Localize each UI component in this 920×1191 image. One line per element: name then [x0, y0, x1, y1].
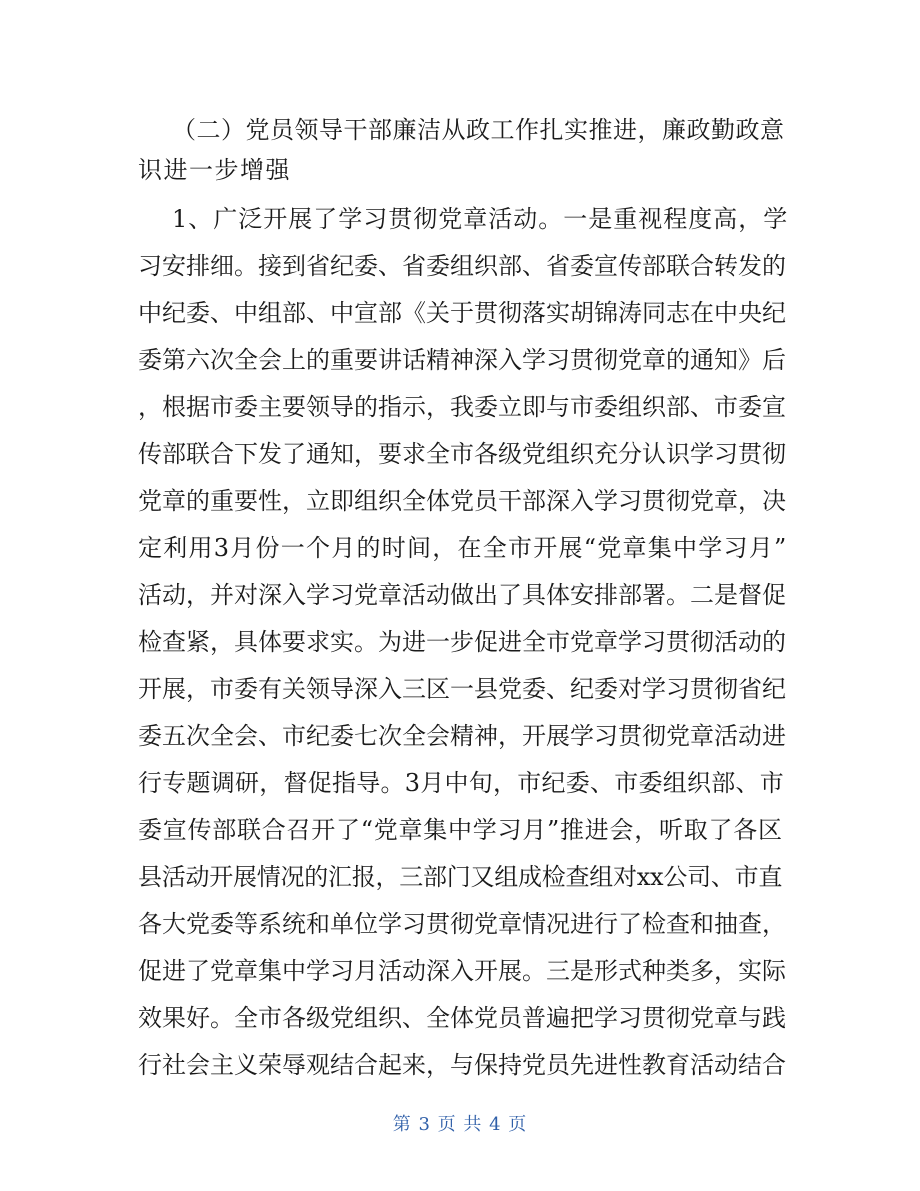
paragraph-line: 效果好。全市各级党组织、全体党员普遍把学习贯彻党章与践 [138, 1004, 786, 1032]
paragraph-line: 党章的重要性，立即组织全体党员干部深入学习贯彻党章，决 [138, 487, 786, 515]
paragraph-line: 行专题调研，督促指导。3月中旬，市纪委、市委组织部、市 [138, 769, 785, 797]
paragraph-line: 开展，市委有关领导深入三区一县党委、纪委对学习贯彻省纪 [138, 675, 786, 703]
page-number-label: 第 3 页 共 4 页 [392, 1114, 528, 1135]
paragraph-line: 行社会主义荣辱观结合起来，与保持党员先进性教育活动结合 [138, 1051, 786, 1079]
paragraph-line: 检查紧，具体要求实。为进一步促进全市党章学习贯彻活动的 [138, 628, 786, 656]
paragraph-line: 活动，并对深入学习党章活动做出了具体安排部署。二是督促 [138, 581, 786, 609]
paragraph-line: 定利用3月份一个月的时间，在全市开展“党章集中学习月” [138, 534, 788, 562]
paragraph-line: 1、广泛开展了学习贯彻党章活动。一是重视程度高，学 [172, 205, 789, 233]
paragraph-line: 委第六次全会上的重要讲话精神深入学习贯彻党章的通知》后 [138, 346, 786, 374]
paragraph-line: 传部联合下发了通知，要求全市各级党组织充分认识学习贯彻 [138, 440, 786, 468]
paragraph-line: 各大党委等系统和单位学习贯彻党章情况进行了检查和抽查， [138, 910, 786, 938]
paragraph-line: 促进了党章集中学习月活动深入开展。三是形式种类多，实际 [138, 957, 786, 985]
paragraph-line: 委五次全会、市纪委七次全会精神，开展学习贯彻党章活动进 [138, 722, 786, 750]
page-number-footer [0, 1113, 920, 1137]
section-heading-line-1: （二）党员领导干部廉洁从政工作扎实推进，廉政勤政意 [172, 116, 785, 144]
paragraph-line: 县活动开展情况的汇报，三部门又组成检查组对xx公司、市直 [138, 863, 783, 891]
section-heading-line-2: 识进一步增强 [138, 156, 291, 184]
paragraph-line: 中纪委、中组部、中宣部《关于贯彻落实胡锦涛同志在中央纪 [138, 299, 786, 327]
paragraph-line: 委宣传部联合召开了“党章集中学习月”推进会，听取了各区 [138, 816, 783, 844]
paragraph-line: 习安排细。接到省纪委、省委组织部、省委宣传部联合转发的 [138, 252, 786, 280]
paragraph-line: ，根据市委主要领导的指示，我委立即与市委组织部、市委宣 [138, 393, 786, 421]
